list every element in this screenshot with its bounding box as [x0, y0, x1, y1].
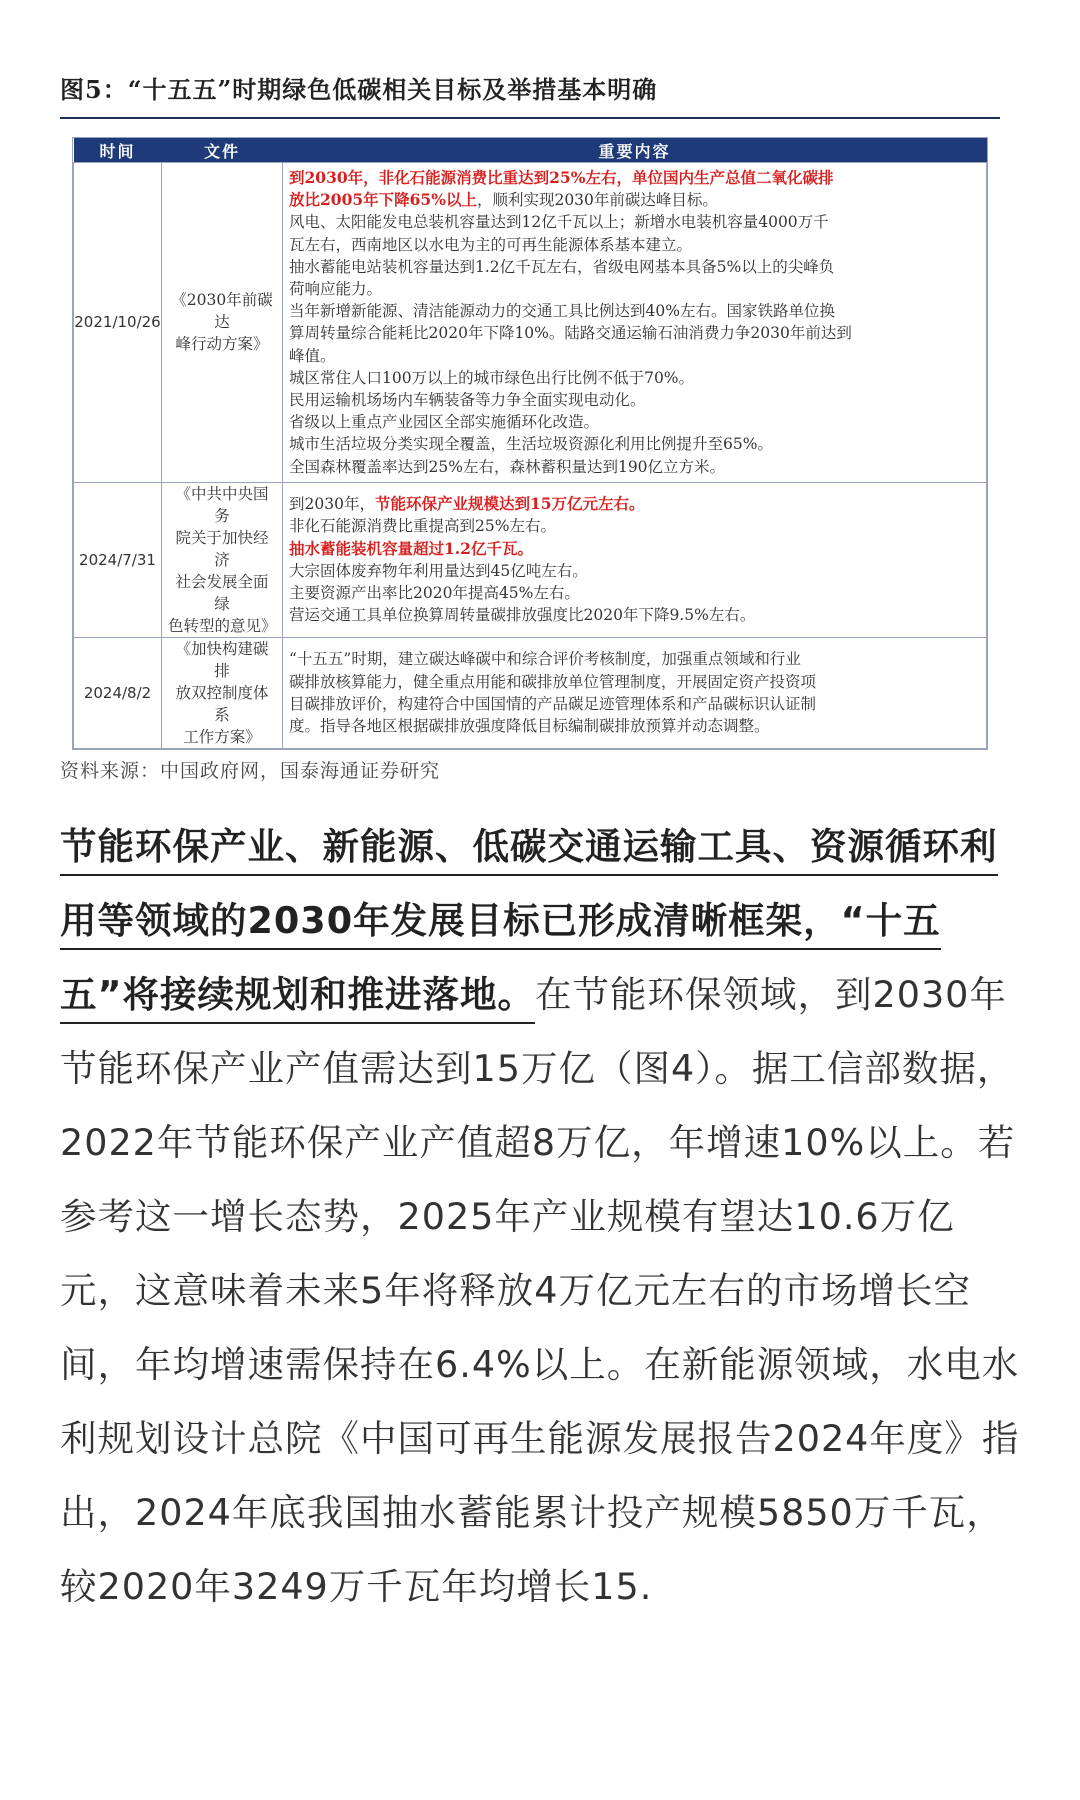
doc-line: 色转型的意见》: [168, 616, 277, 635]
doc-line: 工作方案》: [183, 727, 261, 746]
content-line: [289, 493, 980, 515]
content-line: 全国森林覆盖率达到25%左右，森林蓄积量达到190亿立方米。: [289, 457, 726, 476]
content-line: 主要资源产出率比2020年提高45%左右。: [289, 584, 580, 603]
row-content: [283, 163, 987, 483]
content-line: 目碳排放评价，构建符合中国国情的产品碳足迹管理体系和产品碳标识认证制: [289, 694, 817, 713]
row-time: 2024/8/2: [74, 637, 162, 748]
table-row: [74, 163, 987, 483]
content-line: 荷响应能力。: [289, 280, 383, 299]
row-document: [162, 482, 283, 637]
content-line: 算周转量综合能耗比2020年下降10%。陆路交通运输石油消费力争2030年前达到: [289, 324, 852, 343]
plain-text: 到2030年，: [289, 495, 375, 514]
content-line: 抽水蓄能装机容量超过1.2亿千瓦。: [289, 538, 533, 558]
doc-line: 《加快构建碳排: [175, 639, 269, 680]
table-header-row: [74, 138, 987, 163]
highlight-text: 节能环保产业规模达到15万亿元左右。: [374, 494, 645, 514]
doc-line: 峰行动方案》: [175, 335, 269, 354]
header-time: 时间: [74, 138, 162, 163]
header-content: 重要内容: [283, 138, 987, 163]
article-body: 在节能环保领域，到2030年节能环保产业产值需达到15万亿（图4）。据工信部数据，2022年节能环保产业产值超8万亿，年增速10%以上。若参考这一增长态势，2025年产业规模有望达10.6万亿元，这意味着未来5年将释放4万亿元左右的市场增长空间，年均增速需保持在6.4%以上。在新能源领域，水电水利规划设计总院《中国可再生能源发展报告2024年度》指出，2024年底我国抽水蓄能累计投产规模5850万千瓦，较2020年3249万千瓦年均增长15.: [60, 973, 1020, 1608]
content-line: 城区常住人口100万以上的城市绿色出行比例不低于70%。: [289, 368, 695, 387]
article-bold-lead: 节能环保产业、新能源、低碳交通运输工具、资源循环利用等领域的2030年发展目标已形成清晰框架，“十五五”将接续规划和推进落地。: [60, 825, 998, 1024]
row-content: [283, 482, 987, 637]
figure: [60, 70, 1000, 783]
article-paragraph: [60, 810, 1020, 1624]
highlight-text: 到2030年，非化石能源消费比重达到25%左右，单位国内生产总值二氧化碳排: [289, 168, 834, 187]
figure-title: 图5：“十五五”时期绿色低碳相关目标及举措基本明确: [60, 70, 1000, 119]
highlight-text: 放比2005年下降65%以上: [289, 190, 477, 210]
doc-line: 《中共中央国务: [175, 484, 269, 525]
content-line: 风电、太阳能发电总装机容量达到12亿千瓦以上；新增水电装机容量4000万千: [289, 213, 829, 232]
doc-line: 《2030年前碳达: [171, 291, 273, 332]
content-line: 峰值。: [289, 346, 336, 365]
row-document: [162, 637, 283, 748]
content-line: 碳排放核算能力，健全重点用能和碳排放单位管理制度，开展固定资产投资项: [289, 672, 817, 691]
targets-table: [73, 138, 987, 749]
table-row: [74, 637, 987, 748]
content-line: 瓦左右，西南地区以水电为主的可再生能源体系基本建立。: [289, 235, 693, 254]
table-row: [74, 482, 987, 637]
header-doc: 文件: [162, 138, 283, 163]
content-line: 城市生活垃圾分类实现全覆盖，生活垃圾资源化利用比例提升至65%。: [289, 435, 773, 454]
doc-line: 放双控制度体系: [175, 683, 269, 724]
figure-source: 资料来源：中国政府网，国泰海通证券研究: [60, 759, 441, 782]
plain-text: ，顺利实现2030年前碳达峰目标。: [476, 191, 718, 210]
content-line: 度。指导各地区根据碳排放强度降低目标编制碳排放预算并动态调整。: [289, 717, 770, 736]
row-content: [283, 637, 987, 748]
content-line: [289, 167, 980, 189]
row-time: 2024/7/31: [74, 482, 162, 637]
row-time: 2021/10/26: [74, 163, 162, 483]
content-line: 民用运输机场场内车辆装备等力争全面实现电动化。: [289, 391, 646, 410]
content-line: 省级以上重点产业园区全部实施循环化改造。: [289, 413, 600, 432]
content-line: 抽水蓄能电站装机容量达到1.2亿千瓦左右，省级电网基本具备5%以上的尖峰负: [289, 257, 835, 276]
doc-line: 社会发展全面绿: [175, 572, 269, 613]
doc-line: 院关于加快经济: [175, 528, 269, 569]
row-document: [162, 163, 283, 483]
content-line: [289, 189, 980, 211]
content-line: 非化石能源消费比重提高到25%左右。: [289, 517, 556, 536]
content-line: 大宗固体废弃物年利用量达到45亿吨左右。: [289, 561, 588, 580]
targets-table-wrapper: [72, 137, 988, 750]
content-line: 营运交通工具单位换算周转量碳排放强度比2020年下降9.5%左右。: [289, 606, 756, 625]
content-line: “十五五”时期，建立碳达峰碳中和综合评价考核制度，加强重点领域和行业: [289, 650, 801, 669]
content-line: 当年新增新能源、清洁能源动力的交通工具比例达到40%左右。国家铁路单位换: [289, 302, 835, 321]
